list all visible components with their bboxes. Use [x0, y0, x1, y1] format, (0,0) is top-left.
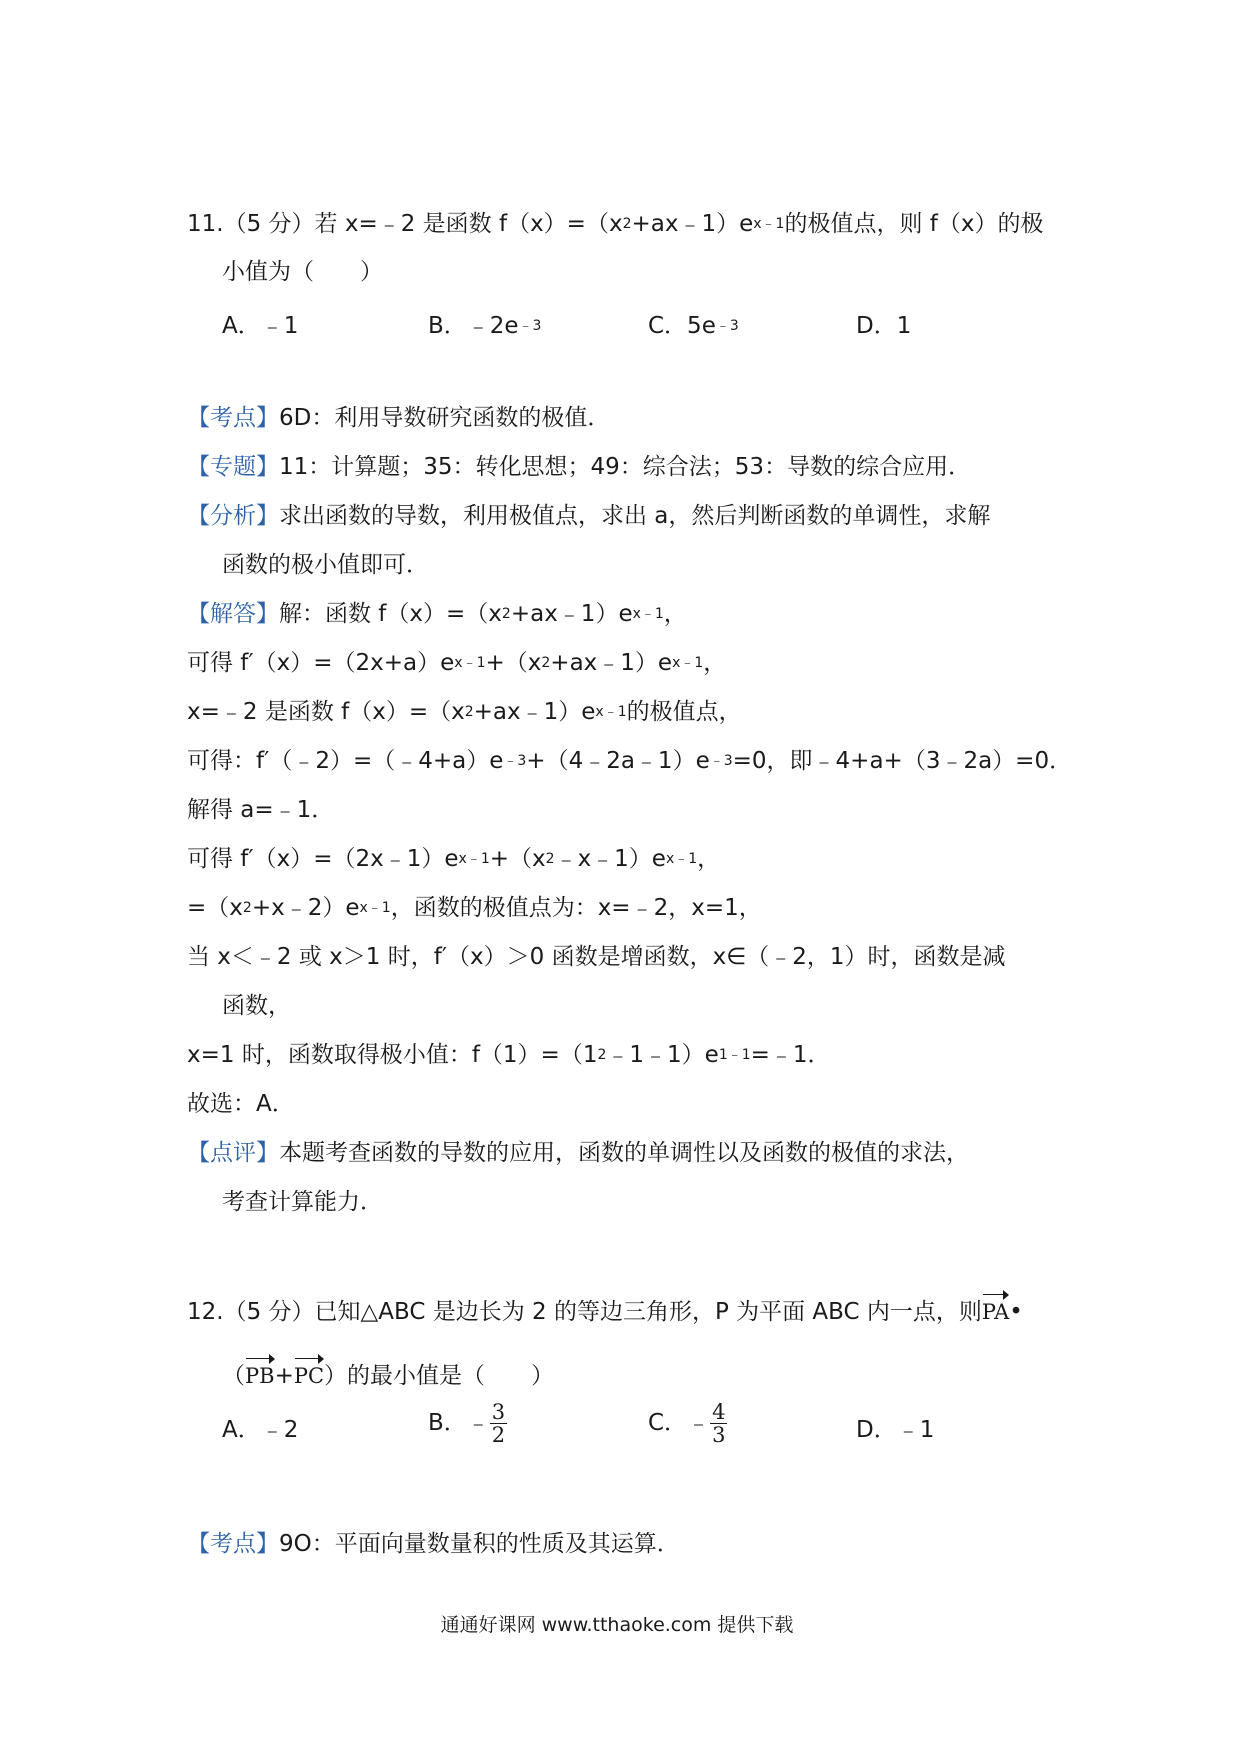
dianping-tag: 【点评】	[187, 1140, 279, 1166]
q11-kaodian: 【考点】6D：利用导数研究函数的极值．	[187, 405, 611, 431]
q11-jieda-line-1: 【解答】解：函数 $f(x)=(x^2+ax﹣1)e^{x﹣1}$，	[187, 601, 687, 627]
zhuanti-tag: 【专题】	[187, 454, 279, 480]
q11-jieda-line-6: 可得 $f'(x)=(2x﹣1)e^{x﹣1}+(x^2﹣x﹣1)e^{x﹣1}$，	[187, 846, 721, 872]
q12-option-a: A．﹣2	[222, 1417, 299, 1443]
vector-pa: PA	[982, 1292, 1009, 1328]
q11-dianping: 【点评】本题考查函数的导数的应用，函数的单调性以及函数的极值的求法，	[187, 1140, 969, 1166]
q11-jieda-line-8: 当 x＜﹣2 或 x＞1 时，f′（x）＞0 函数是增函数，x∈（﹣2，1）时，函数是减	[187, 944, 1006, 970]
q11-jieda-line-7: $=(x^2+x﹣2)e^{x﹣1}$，函数的极值点为：x=﹣2，x=1，	[187, 895, 762, 921]
q11-jieda-line-10: x=1 时，函数取得极小值：$f(1)=(1^2﹣1﹣1)e^{1﹣1}=﹣1$．	[187, 1042, 831, 1068]
fenxi-tag: 【分析】	[187, 503, 279, 529]
q12-kaodian: 【考点】9O：平面向量数量积的性质及其运算．	[187, 1531, 680, 1557]
kaodian-tag: 【考点】	[187, 1531, 279, 1557]
fraction-four-thirds: $\frac{4}{3}$	[712, 1400, 726, 1447]
jieda-tag: 【解答】	[187, 601, 279, 627]
kaodian-tag: 【考点】	[187, 405, 279, 431]
q11-jieda-line-9: 函数，	[222, 993, 291, 1019]
q11-option-d: D．1	[856, 313, 912, 339]
q11-stem-line-2: 小值为（ ）	[222, 259, 383, 285]
q12-option-b: B．﹣ $\frac{3}{2}$	[428, 1400, 506, 1447]
q11-fenxi-cont: 函数的极小值即可．	[222, 552, 429, 578]
q11-zhuanti: 【专题】11：计算题；35：转化思想；49：综合法；53：导数的综合应用．	[187, 454, 972, 480]
q11-option-c: C．$5e^{﹣3}$	[648, 313, 739, 339]
fraction-three-halves: $\frac{3}{2}$	[491, 1400, 506, 1447]
vector-pb: PB	[245, 1356, 275, 1392]
q11-jieda-line-3: x=﹣2 是函数 $f(x)=(x^2+ax﹣1)e^{x﹣1}$的极值点，	[187, 699, 742, 725]
q11-stem-line-1: 11.（5 分）若 x=﹣2 是函数 $f(x)=(x^2+ax﹣1)e^{x﹣1}$的极值点，则 f（x）的极	[187, 211, 1044, 237]
q11-jieda-line-11: 故选：A．	[187, 1091, 295, 1117]
q12-option-c: C．﹣ $\frac{4}{3}$	[648, 1400, 726, 1447]
q11-jieda-line-4: 可得：$f'(﹣2)=(﹣4+a)e^{﹣3}+(4﹣2a﹣1)e^{﹣3}=0$，即﹣4+a+（3﹣2a）=0．	[187, 748, 1073, 774]
q11-option-b: B．$﹣2e^{﹣3}$	[428, 313, 542, 339]
vector-pc: PC	[294, 1356, 324, 1392]
q11-option-a: A．﹣1	[222, 313, 299, 339]
q12-stem-line-2: （PB+PC）的最小值是（ ）	[222, 1356, 554, 1392]
q11-dianping-cont: 考查计算能力．	[222, 1189, 383, 1215]
q11-jieda-line-5: 解得 a=﹣1．	[187, 797, 335, 823]
q12-option-d: D．﹣1	[856, 1417, 935, 1443]
q11-fenxi: 【分析】求出函数的导数，利用极值点，求出 a，然后判断函数的单调性，求解	[187, 503, 991, 529]
q12-stem-line-1: 12.（5 分）已知△ABC 是边长为 2 的等边三角形，P 为平面 ABC 内一点，则PA•	[187, 1292, 1023, 1328]
q11-jieda-line-2: 可得 $f'(x)=(2x+a)e^{x﹣1}+(x^2+ax﹣1)e^{x﹣1}$，	[187, 650, 727, 676]
footer-credit: 通通好课网 www.tthaoke.com 提供下载	[440, 1614, 794, 1636]
